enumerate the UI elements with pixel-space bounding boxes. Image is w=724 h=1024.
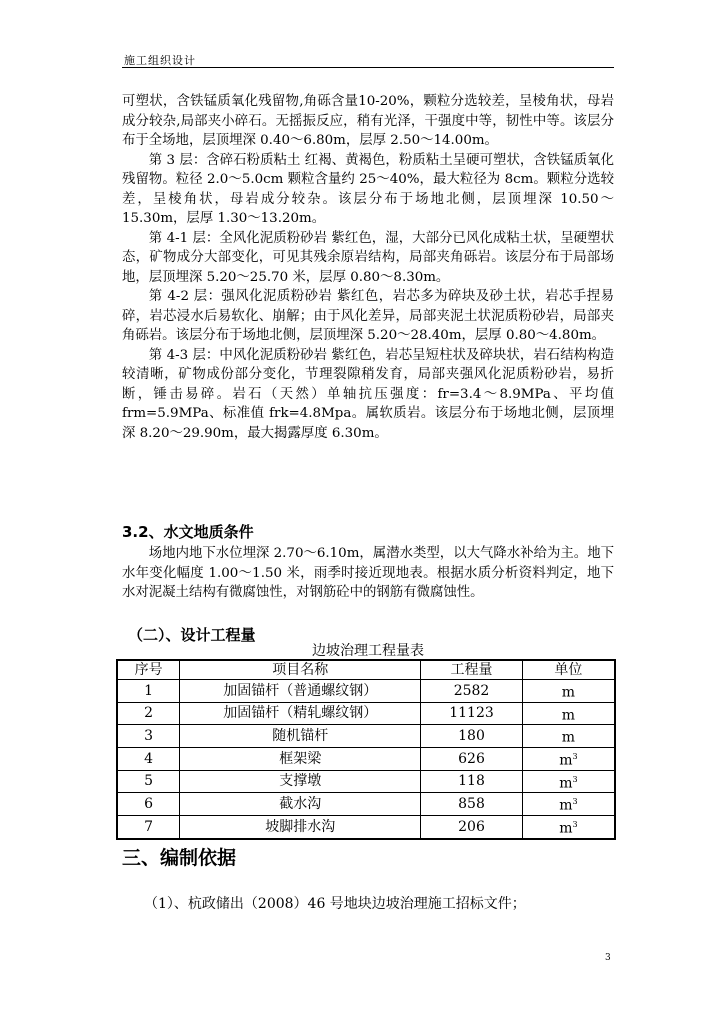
unit-superscript: 3 bbox=[572, 774, 578, 784]
hydrogeology-text bbox=[122, 544, 614, 603]
paragraph-layer-4-1: 第 4-1 层：全风化泥质粉砂岩 紫红色，湿，大部分已风化成粘土状，呈硬塑状态，矿物成分大部变化，可见其残余原岩结构，局部夹角砾岩。该层分布于局部场地，层顶埋深 5.20～25.70 米，层厚 0.80～8.30m。 bbox=[122, 230, 614, 285]
cell-name: 加固锚杆（精轧螺纹钢） bbox=[180, 702, 421, 725]
table-row bbox=[117, 793, 615, 816]
table-row bbox=[117, 747, 615, 770]
cell-no: 5 bbox=[117, 770, 180, 793]
table-row bbox=[117, 770, 615, 793]
cell-name: 加固锚杆（普通螺纹钢） bbox=[180, 680, 421, 703]
cell-no: 3 bbox=[117, 725, 180, 748]
heading-hydrogeology: 3.2、水文地质条件 bbox=[122, 523, 254, 541]
table-caption: 边坡治理工程量表 bbox=[312, 643, 424, 659]
cell-no: 1 bbox=[117, 680, 180, 703]
column-header-unit: 单位 bbox=[522, 660, 615, 680]
cell-unit bbox=[522, 680, 615, 703]
unit-superscript: 3 bbox=[572, 819, 578, 829]
table-row bbox=[117, 702, 615, 725]
cell-no: 2 bbox=[117, 702, 180, 725]
cell-unit bbox=[522, 770, 615, 793]
cell-qty: 2582 bbox=[421, 680, 523, 703]
cell-qty: 11123 bbox=[421, 702, 523, 725]
unit-text: m bbox=[559, 820, 573, 837]
column-header-no: 序号 bbox=[117, 660, 180, 680]
cell-name: 截水沟 bbox=[180, 793, 421, 816]
column-header-name: 项目名称 bbox=[180, 660, 421, 680]
cell-qty: 180 bbox=[421, 725, 523, 748]
cell-name: 支撑墩 bbox=[180, 770, 421, 793]
cell-unit bbox=[522, 747, 615, 770]
paragraph-layer-4-2: 第 4-2 层：强风化泥质粉砂岩 紫红色，岩芯多为碎块及砂土状，岩芯手捏易碎，岩芯浸水后易软化、崩解；由于风化差异，局部夹泥土状泥质粉砂岩，局部夹角砾岩。该层分布于场地北侧，层顶埋深 5.20～28.40m，层厚 0.80～4.80m。 bbox=[122, 289, 614, 343]
cell-unit bbox=[522, 702, 615, 725]
cell-no: 4 bbox=[117, 747, 180, 770]
quantities-table bbox=[116, 659, 616, 840]
cell-no: 7 bbox=[117, 815, 180, 838]
column-header-qty: 工程量 bbox=[421, 660, 523, 680]
paragraph-1: 可塑状，含铁锰质氧化残留物,角砾含量10-20%，颗粒分选较差，呈棱角状，母岩成分较杂,局部夹小碎石。无摇振反应，稍有光泽，干强度中等，韧性中等。该层分布于全场地，层顶埋深 0.40～6.80m，层厚 2.50～14.00m。 bbox=[122, 94, 614, 148]
unit-text: m bbox=[561, 684, 576, 701]
cell-qty: 206 bbox=[421, 815, 523, 838]
header-title: 施工组织设计 bbox=[124, 54, 196, 67]
unit-superscript: 3 bbox=[572, 797, 578, 807]
cell-qty: 858 bbox=[421, 793, 523, 816]
page-number: 3 bbox=[605, 953, 611, 963]
paragraph-hydrogeology: 场地内地下水位埋深 2.70～6.10m，属潜水类型，以大气降水补给为主。地下水年变化幅度 1.00～1.50 米，雨季时接近现地表。根据水质分析资料判定，地下水对泥凝土结构有微腐蚀性，对钢筋砼中的钢筋有微腐蚀性。 bbox=[122, 546, 614, 600]
table-row bbox=[117, 725, 615, 748]
unit-text: m bbox=[559, 775, 573, 792]
cell-no: 6 bbox=[117, 793, 180, 816]
header-divider bbox=[122, 67, 614, 68]
unit-superscript: 3 bbox=[572, 751, 578, 761]
cell-name: 随机锚杆 bbox=[180, 725, 421, 748]
table-header-row bbox=[117, 660, 615, 680]
table-row bbox=[117, 815, 615, 838]
cell-unit bbox=[522, 793, 615, 816]
unit-text: m bbox=[559, 797, 573, 814]
heading-design-quantities: （二）、设计工程量 bbox=[128, 626, 256, 644]
cell-qty: 118 bbox=[421, 770, 523, 793]
paragraph-layer-3: 第 3 层：含碎石粉质粘土 红褐、黄褐色，粉质粘土呈硬可塑状，含铁锰质氧化残留物。粒径 2.0～5.0cm 颗粒含量约 25～40%，最大粒径为 8cm。颗粒分选较差，呈棱角状，母岩成分较杂。该层分布于场地北侧，层顶埋深 10.50～15.30m，层厚 1.30～13.20m。 bbox=[122, 152, 614, 226]
basis-item-1: （1）、杭政储出（2008）46 号地块边坡治理施工招标文件； bbox=[144, 896, 526, 912]
paragraph-layer-4-3: 第 4-3 层：中风化泥质粉砂岩 紫红色，岩芯呈短柱状及碎块状，岩石结构构造较清晰，矿物成份部分变化，节理裂隙稍发育，局部夹强风化泥质粉砂岩，易折断，锤击易碎。岩石（天然）单轴抗压强度：fr=3.4～8.9MPa、平均值 frm=5.9MPa、标准值 frk=4.8Mpa。属软质岩。该层分布于场地北侧，层顶埋深 8.20～29.90m，最大揭露厚度 6.30m。 bbox=[122, 347, 614, 441]
cell-name: 坡脚排水沟 bbox=[180, 815, 421, 838]
cell-unit bbox=[522, 815, 615, 838]
heading-compilation-basis: 三、编制依据 bbox=[122, 847, 237, 869]
table-row bbox=[117, 680, 615, 703]
cell-qty: 626 bbox=[421, 747, 523, 770]
cell-unit bbox=[522, 725, 615, 748]
unit-text: m bbox=[561, 729, 576, 746]
cell-name: 框架梁 bbox=[180, 747, 421, 770]
geology-text bbox=[122, 92, 614, 443]
unit-text: m bbox=[559, 752, 573, 769]
unit-text: m bbox=[561, 707, 576, 724]
